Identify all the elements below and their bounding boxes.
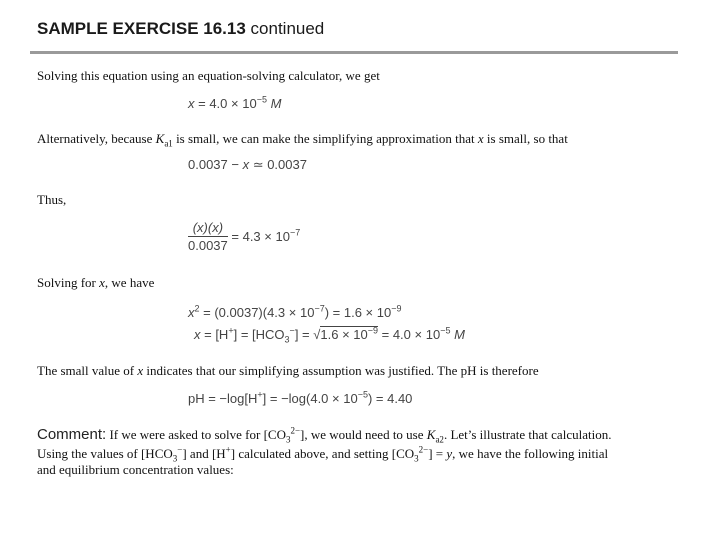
- eq4-exp: −7: [314, 303, 325, 314]
- c2-sub: 3: [172, 453, 178, 464]
- equation-ratio: [188, 220, 300, 253]
- eq4-exp-b: −9: [391, 303, 402, 314]
- c2-sup: −: [177, 444, 183, 455]
- paragraph-thus: Thus,: [37, 192, 67, 207]
- p4-x: x: [99, 275, 105, 290]
- c2-plus: +: [225, 444, 231, 455]
- eq4-x: x: [188, 305, 195, 320]
- p5-after: indicates that our simplifying assumption was justified. The pH is therefore: [143, 363, 539, 378]
- paragraph-solving-for-x: [37, 275, 154, 291]
- eq4-end: ) = 1.6 × 10: [324, 305, 392, 320]
- paragraph-solving: Solving this equation using an equation-solving calculator, we get: [37, 68, 380, 83]
- eq3-mantissa: = 4.3 × 10: [231, 229, 290, 244]
- comment-line-1: [37, 426, 611, 443]
- eq4b-e: = 4.0 × 10: [378, 327, 441, 342]
- comment-line-3: and equilibrium concentration values:: [37, 462, 234, 477]
- c2-sub2: 3: [414, 453, 419, 464]
- eq4b-a: = [H: [200, 327, 229, 342]
- eq3-denominator: 0.0037: [188, 238, 228, 253]
- p4-before: Solving for: [37, 275, 100, 290]
- eq3-rhs: [231, 229, 300, 244]
- p2-after: is small, we can make the simplifying approximation that: [172, 131, 478, 146]
- eq4-mid: = (0.0037)(4.3 × 10: [199, 305, 315, 320]
- title-divider: [30, 51, 678, 54]
- equation-ph: [188, 391, 412, 406]
- c2-e: , we have the following initial: [452, 446, 609, 461]
- c1-b: ], we would need to use: [300, 427, 427, 442]
- eq3-numerator: (x)(x): [188, 220, 228, 237]
- paragraph-alternatively: [37, 131, 568, 147]
- equation-x-root: [194, 325, 465, 345]
- p2-before: Alternatively, because: [37, 131, 156, 146]
- c2-y: y: [446, 446, 453, 461]
- eq4b-plus: +: [228, 325, 234, 336]
- c1-k: K: [426, 427, 436, 442]
- c2-d: ] =: [428, 446, 447, 461]
- equation-x-value: [188, 96, 281, 111]
- comment-label: Comment:: [37, 426, 107, 443]
- p5-x: x: [137, 363, 144, 378]
- p4-after: , we have: [104, 275, 155, 290]
- eq4b-unit: M: [454, 327, 465, 342]
- p2-after2: is small, so that: [483, 131, 568, 146]
- eq2-left: 0.0037 −: [188, 157, 243, 172]
- p2-k: K: [155, 131, 165, 146]
- eq4b-d: 1.6 × 10: [320, 327, 368, 342]
- c1-c: . Let’s illustrate that calculation.: [443, 427, 612, 442]
- eq4b-minus: −: [289, 325, 295, 336]
- eq4b-b: ] = [HCO: [233, 327, 285, 342]
- eq3-fraction: [188, 220, 228, 253]
- p2-k-sub: a1: [164, 138, 173, 149]
- eq2-x: x: [242, 157, 250, 172]
- c2-a: Using the values of [HCO: [37, 446, 173, 461]
- sqrt-radicand: [320, 326, 378, 342]
- p2-x: x: [477, 131, 484, 146]
- equation-x-squared: [188, 305, 401, 320]
- c2-b: ] and [H: [182, 446, 226, 461]
- eq4b-exp: −9: [367, 325, 379, 336]
- eq4-square: 2: [194, 303, 200, 314]
- c1-k-sub: a2: [435, 434, 444, 445]
- sqrt-symbol: √: [313, 327, 321, 342]
- paragraph-small-value: [37, 363, 539, 379]
- eq4b-sub: 3: [284, 334, 290, 345]
- eq1-x: x: [188, 96, 195, 111]
- c1-sub: 3: [285, 434, 291, 445]
- eq5-a: pH = −log[H: [188, 391, 258, 406]
- title-continued: continued: [245, 19, 325, 38]
- eq5-exp: −5: [357, 389, 368, 400]
- p5-before: The small value of: [37, 363, 138, 378]
- eq4b-c: ] =: [294, 327, 314, 342]
- comment-line-2: [37, 446, 608, 462]
- eq1-unit: M: [270, 96, 282, 111]
- eq1-mantissa: = 4.0 × 10: [198, 96, 257, 111]
- c1-a: If we were asked to solve for [CO: [106, 427, 286, 442]
- eq1-exponent: −5: [256, 94, 267, 105]
- eq4b-x: x: [194, 327, 201, 342]
- slide-title: [37, 19, 324, 39]
- eq2-right: ≃ 0.0037: [249, 157, 307, 172]
- c2-c: ] calculated above, and setting [CO: [230, 446, 415, 461]
- eq5-c: ) = 4.40: [367, 391, 413, 406]
- title-bold: SAMPLE EXERCISE 16.13: [37, 19, 246, 38]
- c2-sup2: 2−: [418, 444, 429, 455]
- eq5-plus: +: [257, 389, 263, 400]
- eq5-b: ] = −log(4.0 × 10: [262, 391, 358, 406]
- eq4b-exp2: −5: [440, 325, 451, 336]
- c1-sup: 2−: [290, 425, 301, 436]
- eq3-exponent: −7: [289, 227, 301, 238]
- equation-approximation: [188, 157, 307, 173]
